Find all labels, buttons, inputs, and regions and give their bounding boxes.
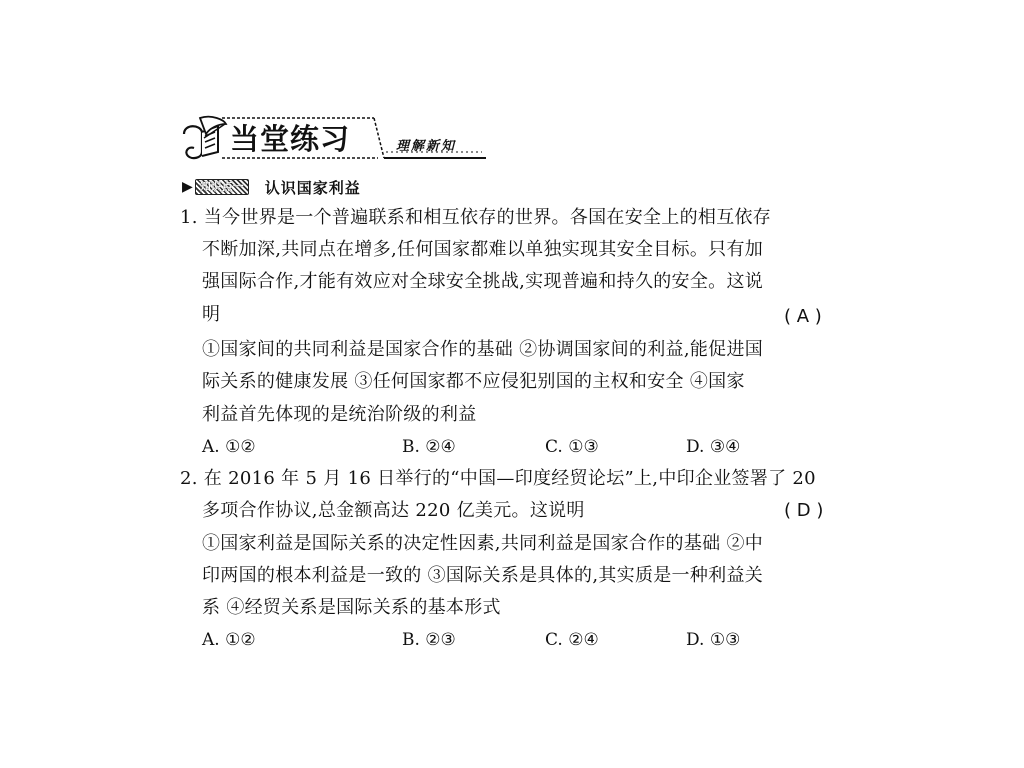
answer-bracket: ( A ) — [784, 306, 822, 327]
option-a: A. ①② — [202, 437, 256, 457]
section-subtitle: 理解新知 — [396, 139, 457, 154]
statement-line: ①国家利益是国际关系的决定性因素,共同利益是国家合作的基础 ②中 — [202, 533, 764, 554]
question-stem-line: 不断加深,共同点在增多,任何国家都难以单独实现其安全目标。只有加 — [202, 239, 764, 260]
option-b: B. ②③ — [402, 630, 456, 650]
knowledge-point-title: 认识国家利益 — [264, 178, 361, 197]
question-stem-line: 多项合作协议,总金额高达 220 亿美元。这说明 — [202, 500, 585, 521]
question-stem-line: 2. 在 2016 年 5 月 16 日举行的“中国—印度经贸论坛”上,中印企业签署了 20 — [180, 468, 816, 489]
statement-line: 际关系的健康发展 ③任何国家都不应侵犯别国的主权和安全 ④国家 — [202, 371, 745, 392]
option-b: B. ②④ — [402, 437, 456, 457]
knowledge-point-header — [182, 176, 361, 198]
option-d: D. ①③ — [686, 630, 741, 650]
option-c: C. ①③ — [545, 437, 599, 457]
knowledge-point-tag: 知识点一 — [195, 179, 249, 195]
option-c: C. ②④ — [545, 630, 599, 650]
statement-line: 印两国的根本利益是一致的 ③国际关系是具体的,其实质是一种利益关 — [202, 565, 764, 586]
question-stem-line: 1. 当今世界是一个普遍联系和相互依存的世界。各国在安全上的相互依存 — [180, 207, 772, 228]
question-stem-line: 明 — [202, 304, 221, 325]
option-a: A. ①② — [202, 630, 256, 650]
option-d: D. ③④ — [686, 437, 741, 457]
statement-line: 系 ④经贸关系是国际关系的基本形式 — [202, 597, 501, 618]
statement-line: 利益首先体现的是统治阶级的利益 — [202, 404, 477, 425]
triangle-arrow-icon: ▶ — [182, 179, 193, 195]
question-stem-line: 强国际合作,才能有效应对全球安全挑战,实现普遍和持久的安全。这说 — [202, 271, 764, 292]
statement-line: ①国家间的共同利益是国家合作的基础 ②协调国家间的利益,能促进国 — [202, 339, 764, 360]
section-banner — [178, 112, 490, 164]
answer-bracket: ( D ) — [784, 500, 824, 521]
section-title: 当堂练习 — [230, 122, 351, 156]
